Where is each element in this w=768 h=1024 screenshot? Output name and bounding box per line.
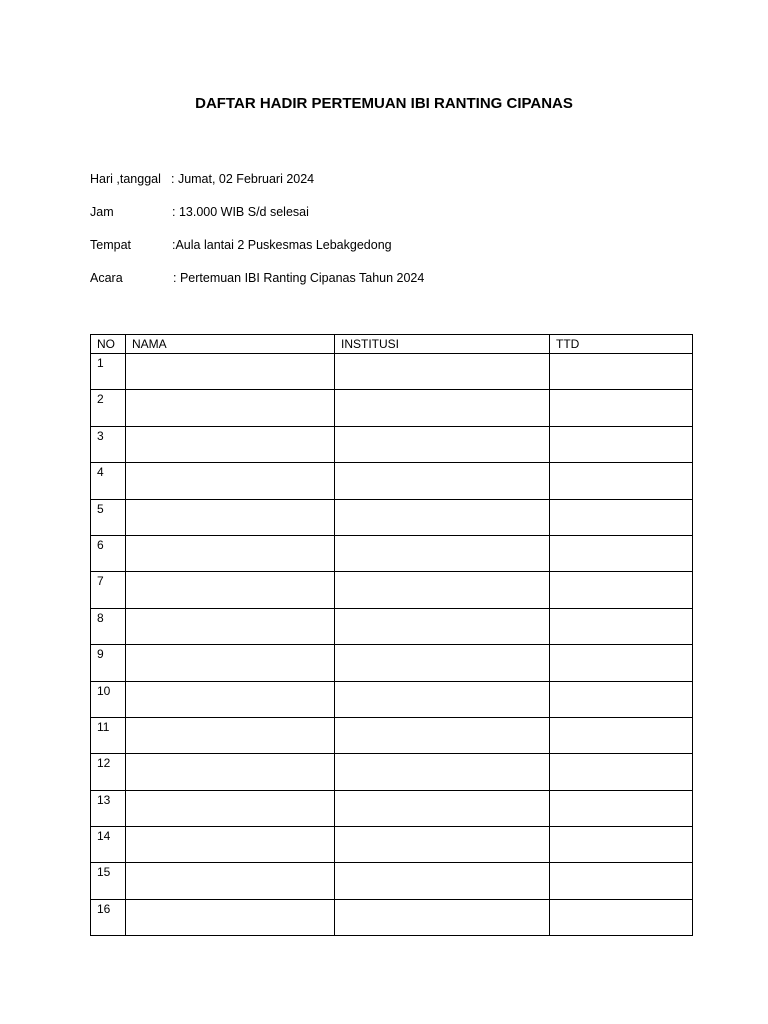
table-row [91,572,693,608]
info-value-time: : 13.000 WIB S/d selesai [172,205,309,219]
cell-nama [126,426,335,462]
cell-ttd [550,790,693,826]
cell-ttd [550,535,693,571]
cell-institusi [335,390,550,426]
cell-no: 7 [91,572,126,608]
table-row [91,645,693,681]
cell-ttd [550,390,693,426]
cell-nama [126,754,335,790]
table-row [91,754,693,790]
cell-nama [126,681,335,717]
header-institusi: INSTITUSI [335,335,550,354]
attendance-table [90,334,693,936]
table-row [91,426,693,462]
cell-nama [126,499,335,535]
cell-ttd [550,645,693,681]
cell-institusi [335,790,550,826]
cell-no: 4 [91,463,126,499]
table-row [91,354,693,390]
cell-institusi [335,608,550,644]
cell-ttd [550,572,693,608]
cell-institusi [335,645,550,681]
cell-institusi [335,426,550,462]
cell-no: 11 [91,717,126,753]
cell-no: 15 [91,863,126,899]
cell-institusi [335,535,550,571]
info-label-place: Tempat [90,238,131,252]
cell-ttd [550,754,693,790]
info-label-date: Hari ,tanggal [90,172,161,186]
info-label-agenda: Acara [90,271,123,285]
cell-no: 3 [91,426,126,462]
cell-nama [126,863,335,899]
table-row [91,717,693,753]
cell-institusi [335,899,550,935]
header-ttd: TTD [550,335,693,354]
cell-institusi [335,863,550,899]
cell-no: 12 [91,754,126,790]
attendance-rows [91,354,693,936]
cell-ttd [550,499,693,535]
cell-institusi [335,827,550,863]
table-row [91,499,693,535]
cell-no: 9 [91,645,126,681]
cell-nama [126,608,335,644]
cell-nama [126,899,335,935]
cell-ttd [550,827,693,863]
cell-institusi [335,572,550,608]
cell-nama [126,354,335,390]
cell-no: 5 [91,499,126,535]
cell-ttd [550,717,693,753]
cell-institusi [335,354,550,390]
cell-nama [126,827,335,863]
cell-nama [126,463,335,499]
table-row [91,681,693,717]
cell-nama [126,717,335,753]
info-value-agenda: : Pertemuan IBI Ranting Cipanas Tahun 2024 [173,271,425,285]
cell-institusi [335,463,550,499]
table-row [91,899,693,935]
cell-ttd [550,426,693,462]
cell-ttd [550,681,693,717]
cell-nama [126,390,335,426]
table-row [91,390,693,426]
table-row [91,827,693,863]
cell-no: 8 [91,608,126,644]
header-no: NO [91,335,126,354]
cell-institusi [335,681,550,717]
cell-no: 6 [91,535,126,571]
table-row [91,535,693,571]
table-row [91,863,693,899]
cell-ttd [550,463,693,499]
header-nama: NAMA [126,335,335,354]
table-row [91,463,693,499]
cell-institusi [335,717,550,753]
document-title: DAFTAR HADIR PERTEMUAN IBI RANTING CIPANAS [195,95,573,112]
cell-nama [126,790,335,826]
cell-institusi [335,499,550,535]
cell-ttd [550,863,693,899]
table-header-row [91,335,693,354]
info-label-time: Jam [90,205,114,219]
cell-no: 2 [91,390,126,426]
cell-ttd [550,608,693,644]
info-value-place: :Aula lantai 2 Puskesmas Lebakgedong [172,238,392,252]
cell-no: 16 [91,899,126,935]
cell-ttd [550,899,693,935]
cell-no: 1 [91,354,126,390]
cell-no: 10 [91,681,126,717]
info-value-date: : Jumat, 02 Februari 2024 [171,172,315,186]
cell-ttd [550,354,693,390]
cell-nama [126,572,335,608]
cell-no: 13 [91,790,126,826]
cell-nama [126,645,335,681]
cell-no: 14 [91,827,126,863]
table-row [91,608,693,644]
cell-institusi [335,754,550,790]
table-row [91,790,693,826]
cell-nama [126,535,335,571]
